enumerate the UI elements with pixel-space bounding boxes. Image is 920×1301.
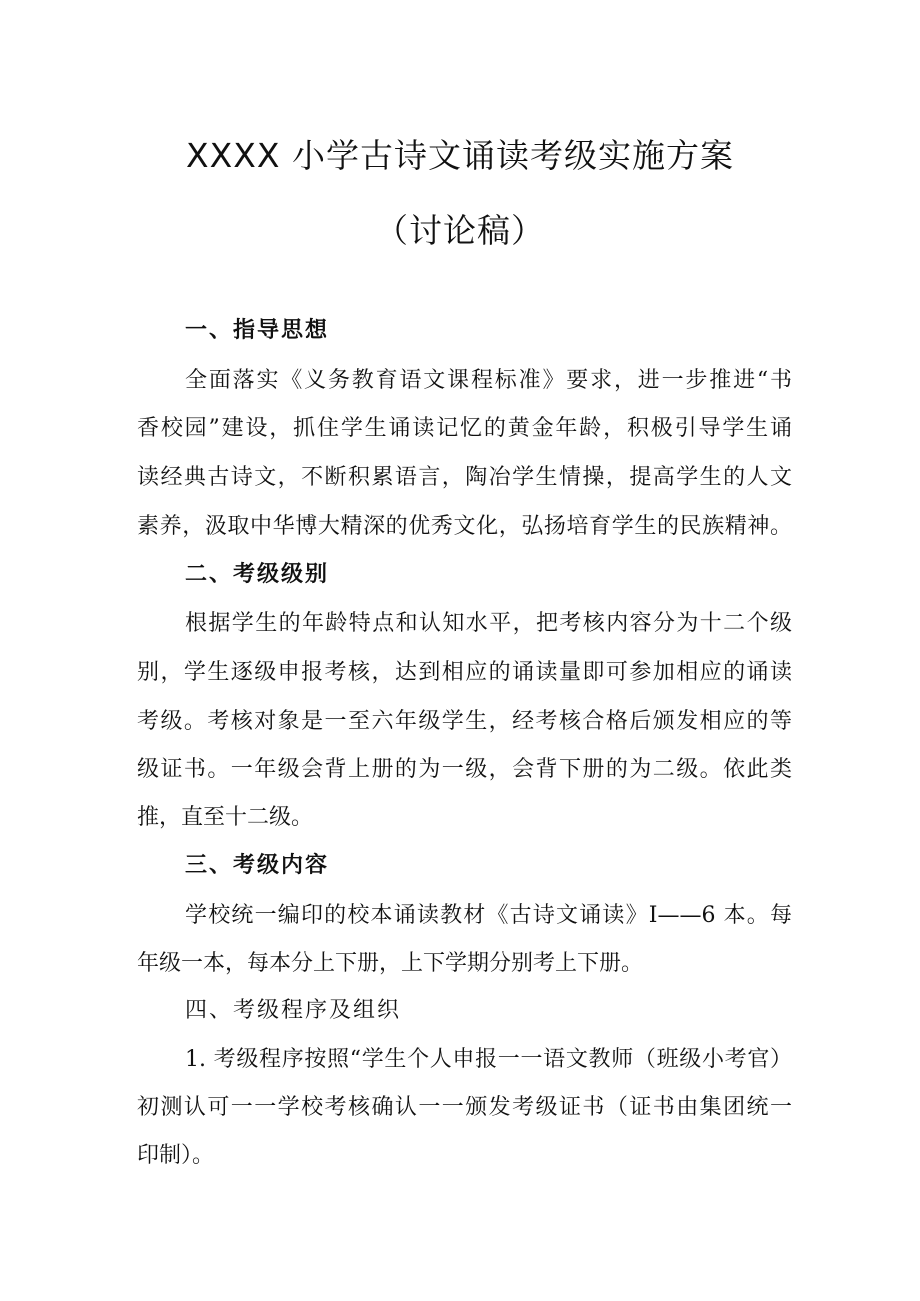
paragraph-line: 全面落实《义务教育语文课程标准》要求，进一步推进“书 (185, 368, 792, 393)
paragraph-line: 根据学生的年龄特点和认知水平，把考核内容分为十二个级 (185, 611, 792, 636)
paragraph-line: 级证书。一年级会背上册的为一级，会背下册的为二级。依此类 (137, 757, 792, 782)
paragraph-line: 学校统一编印的校本诵读教材《古诗文诵读》I——6 本。每 (185, 903, 792, 928)
section-heading-exam-levels: 二、考级级别 (185, 562, 330, 587)
section-heading-guiding-thought: 一、指导思想 (185, 318, 330, 343)
section-heading-exam-content: 三、考级内容 (185, 853, 330, 878)
paragraph-line: 别，学生逐级申报考核，达到相应的诵读量即可参加相应的诵读 (137, 660, 792, 685)
paragraph-line: 考级。考核对象是一至六年级学生，经考核合格后颁发相应的等 (137, 709, 792, 734)
paragraph-line: 印制）。 (137, 1143, 215, 1168)
paragraph-line: 读经典古诗文，不断积累语言，陶冶学生情操，提高学生的人文 (137, 465, 792, 490)
document-title: XXXX 小学古诗文诵读考级实施方案 (186, 136, 734, 175)
document-subtitle: （讨论稿） (375, 211, 545, 250)
paragraph-line: 推，直至十二级。 (137, 805, 314, 830)
paragraph-line: 初测认可一一学校考核确认一一颁发考级证书（证书由集团统一 (137, 1095, 792, 1120)
paragraph-line: 1. 考级程序按照“学生个人申报一一语文教师（班级小考官） (185, 1047, 792, 1072)
section-heading-exam-procedure: 四、考级程序及组织 (185, 998, 402, 1023)
paragraph-line: 素养，汲取中华博大精深的优秀文化，弘扬培育学生的民族精神。 (137, 514, 792, 539)
paragraph-line: 香校园”建设，抓住学生诵读记忆的黄金年龄，积极引导学生诵 (137, 416, 792, 441)
paragraph-line: 年级一本，每本分上下册，上下学期分别考上下册。 (137, 951, 644, 976)
